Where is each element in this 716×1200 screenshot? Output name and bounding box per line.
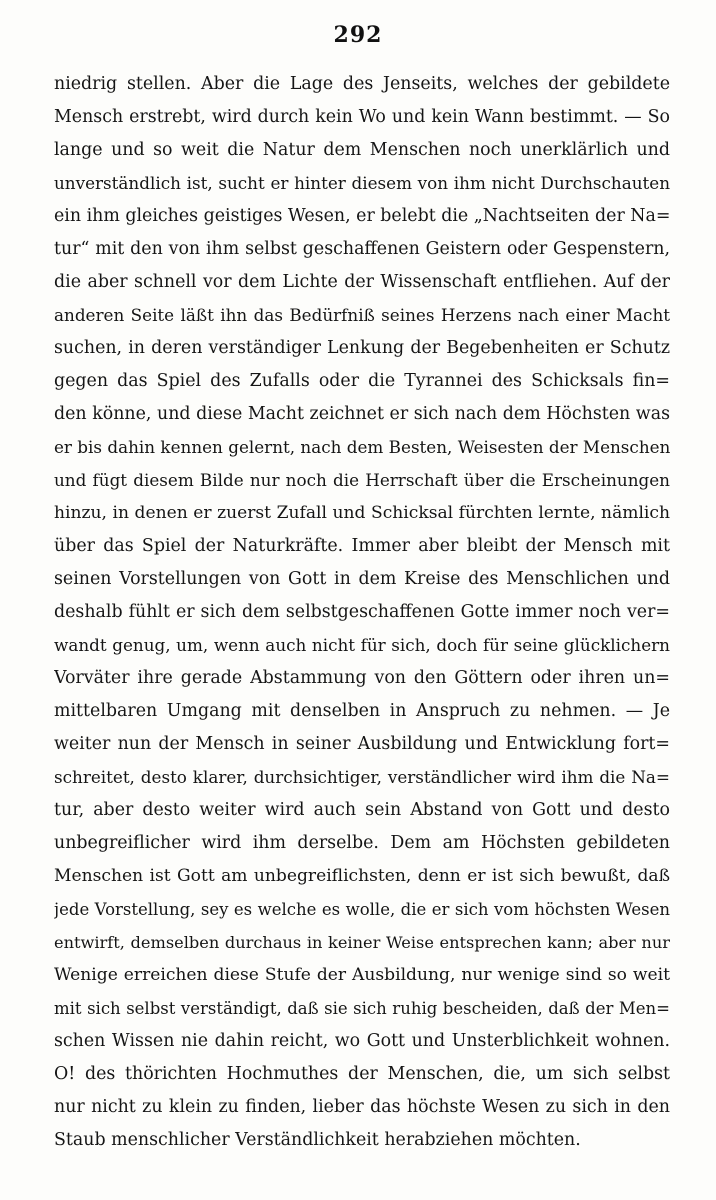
text-line: lange und so weit die Natur dem Menschen noch unerklärlich und: [54, 140, 670, 160]
text-line: anderen Seite läßt ihn das Bedürfniß seines Herzens nach einer Macht: [54, 305, 670, 325]
text-line: O! des thörichten Hochmuthes der Menschen, die, um sich selbst: [54, 1064, 670, 1084]
text-line: er bis dahin kennen gelernt, nach dem Besten, Weisesten der Menschen: [54, 437, 670, 457]
text-line: Mensch erstrebt, wird durch kein Wo und kein Wann bestimmt. — So: [54, 107, 670, 127]
text-line: schen Wissen nie dahin reicht, wo Gott und Unsterblichkeit wohnen.: [54, 1031, 670, 1051]
text-line: den könne, und diese Macht zeichnet er sich nach dem Höchsten was: [54, 404, 670, 424]
text-line: hinzu, in denen er zuerst Zufall und Schicksal fürchten lernte, nämlich: [54, 503, 670, 523]
body-text: [54, 68, 670, 1157]
text-line: unbegreiflicher wird ihm derselbe. Dem am Höchsten gebildeten: [54, 833, 670, 853]
page-number: 292: [333, 22, 383, 48]
text-line: seinen Vorstellungen von Gott in dem Kreise des Menschlichen und: [54, 569, 670, 589]
text-line: Staub menschlicher Verständlichkeit herabziehen möchten.: [54, 1130, 581, 1150]
text-line: entwirft, demselben durchaus in keiner Weise entsprechen kann; aber nur: [54, 933, 670, 952]
text-line: über das Spiel der Naturkräfte. Immer aber bleibt der Mensch mit: [54, 536, 670, 556]
text-line: jede Vorstellung, sey es welche es wolle, die er sich vom höchsten Wesen: [54, 900, 670, 919]
text-line: ein ihm gleiches geistiges Wesen, er belebt die „Nachtseiten der Na=: [54, 206, 670, 226]
text-line: schreitet, desto klarer, durchsichtiger, verständlicher wird ihm die Na=: [54, 767, 670, 787]
text-line: gegen das Spiel des Zufalls oder die Tyrannei des Schicksals fin=: [54, 371, 670, 391]
text-line: Vorväter ihre gerade Abstammung von den Göttern oder ihren un=: [54, 668, 670, 688]
text-line: suchen, in deren verständiger Lenkung der Begebenheiten er Schutz: [54, 338, 670, 358]
text-line: die aber schnell vor dem Lichte der Wissenschaft entfliehen. Auf der: [54, 272, 670, 292]
text-line: deshalb fühlt er sich dem selbstgeschaffenen Gotte immer noch ver=: [54, 602, 670, 622]
text-line: Menschen ist Gott am unbegreiflichsten, denn er ist sich bewußt, daß: [54, 866, 670, 886]
text-line: niedrig stellen. Aber die Lage des Jenseits, welches der gebildete: [54, 74, 670, 94]
text-line: wandt genug, um, wenn auch nicht für sich, doch für seine glücklichern: [54, 635, 670, 655]
text-line: nur nicht zu klein zu finden, lieber das höchste Wesen zu sich in den: [54, 1097, 670, 1117]
text-line: Wenige erreichen diese Stufe der Ausbildung, nur wenige sind so weit: [54, 965, 670, 985]
text-line: tur, aber desto weiter wird auch sein Abstand von Gott und desto: [54, 800, 670, 820]
text-line: und fügt diesem Bilde nur noch die Herrschaft über die Erscheinungen: [54, 470, 670, 490]
text-line: tur“ mit den von ihm selbst geschaffenen Geistern oder Gespenstern,: [54, 239, 670, 259]
text-line: mittelbaren Umgang mit denselben in Anspruch zu nehmen. — Je: [54, 701, 670, 721]
text-line: weiter nun der Mensch in seiner Ausbildung und Entwicklung fort=: [54, 734, 670, 754]
text-line: unverständlich ist, sucht er hinter diesem von ihm nicht Durchschauten: [54, 173, 670, 193]
text-line: mit sich selbst verständigt, daß sie sich ruhig bescheiden, daß der Men=: [54, 999, 670, 1018]
